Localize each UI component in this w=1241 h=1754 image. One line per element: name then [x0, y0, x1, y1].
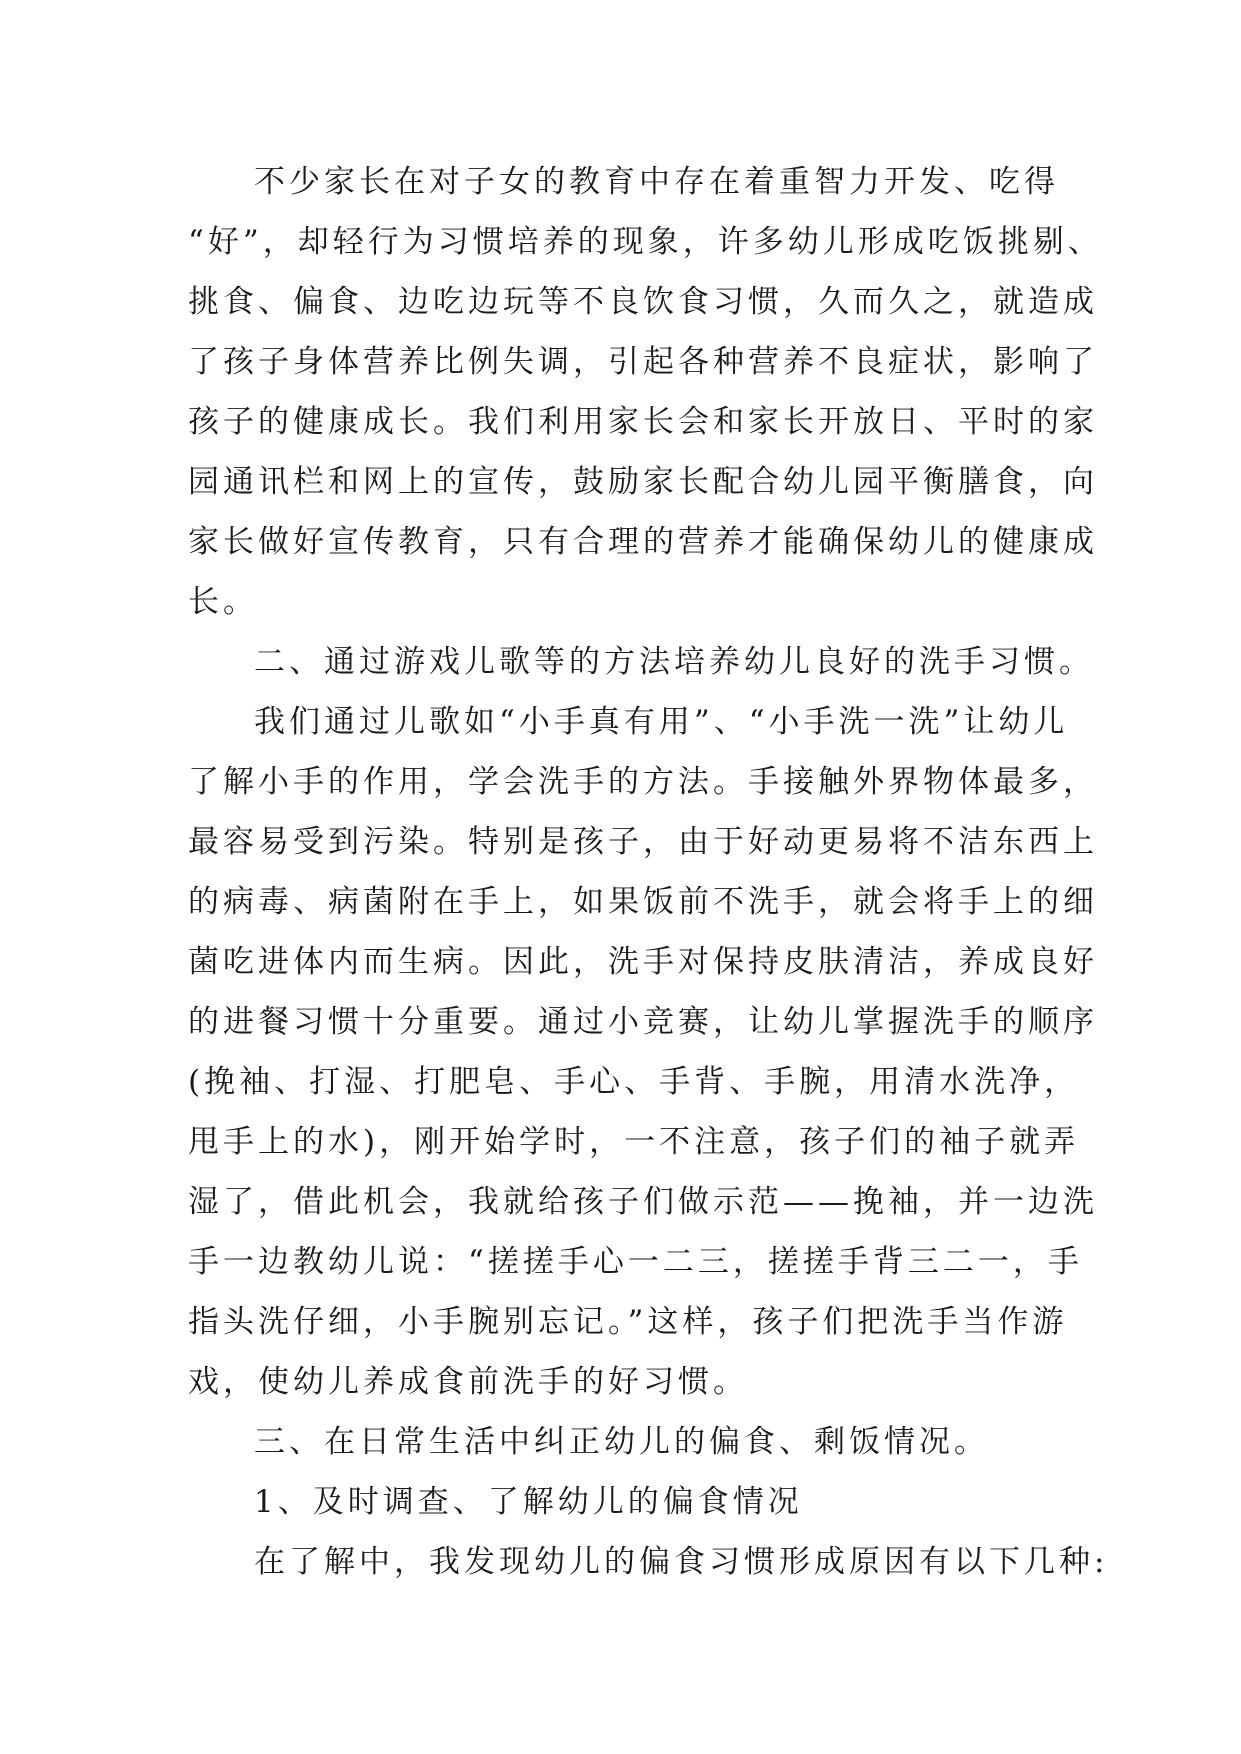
text-line: 的病毒、病菌附在手上，如果饭前不洗手，就会将手上的细	[188, 884, 1098, 920]
text-line: 园通讯栏和网上的宣传，鼓励家长配合幼儿园平衡膳食，向	[188, 464, 1098, 500]
document-body	[188, 152, 1109, 1592]
text-line: 最容易受到污染。特别是孩子，由于好动更易将不洁东西上	[188, 824, 1098, 860]
text-line: 挑食、偏食、边吃边玩等不良饮食习惯，久而久之，就造成	[188, 284, 1098, 320]
text-line: 我们通过儿歌如“小手真有用”、“小手洗一洗”让幼儿	[254, 704, 1069, 740]
text-line: 菌吃进体内而生病。因此，洗手对保持皮肤清洁，养成良好	[188, 944, 1098, 980]
text-line: “好”，却轻行为习惯培养的现象，许多幼儿形成吃饭挑剔、	[188, 224, 1103, 260]
text-line: 长。	[188, 584, 258, 620]
text-line: 甩手上的水)，刚开始学时，一不注意，孩子们的袖子就弄	[188, 1124, 1080, 1160]
text-line: 湿了，借此机会，我就给孩子们做示范——挽袖，并一边洗	[188, 1184, 1098, 1220]
text-line: 了解小手的作用，学会洗手的方法。手接触外界物体最多，	[188, 764, 1098, 800]
section-heading: 三、在日常生活中纠正幼儿的偏食、剩饭情况。	[254, 1424, 989, 1460]
text-line: 的进餐习惯十分重要。通过小竞赛，让幼儿掌握洗手的顺序	[188, 1004, 1098, 1040]
text-line: 戏，使幼儿养成食前洗手的好习惯。	[188, 1364, 748, 1400]
text-line: (挽袖、打湿、打肥皂、手心、手背、手腕，用清水洗净，	[188, 1064, 1080, 1100]
text-line: 孩子的健康成长。我们利用家长会和家长开放日、平时的家	[188, 404, 1098, 440]
text-line: 在了解中，我发现幼儿的偏食习惯形成原因有以下几种:	[254, 1544, 1109, 1580]
text-line: 手一边教幼儿说：“搓搓手心一二三，搓搓手背三二一，手	[188, 1244, 1083, 1280]
text-line: 不少家长在对子女的教育中存在着重智力开发、吃得	[254, 164, 1059, 200]
section-heading: 二、通过游戏儿歌等的方法培养幼儿良好的洗手习惯。	[254, 644, 1094, 680]
subsection-heading: 1、及时调查、了解幼儿的偏食情况	[254, 1484, 803, 1520]
text-line: 了孩子身体营养比例失调，引起各种营养不良症状，影响了	[188, 344, 1098, 380]
text-line: 家长做好宣传教育，只有合理的营养才能确保幼儿的健康成	[188, 524, 1098, 560]
text-line: 指头洗仔细，小手腕别忘记。”这样，孩子们把洗手当作游	[188, 1304, 1068, 1340]
